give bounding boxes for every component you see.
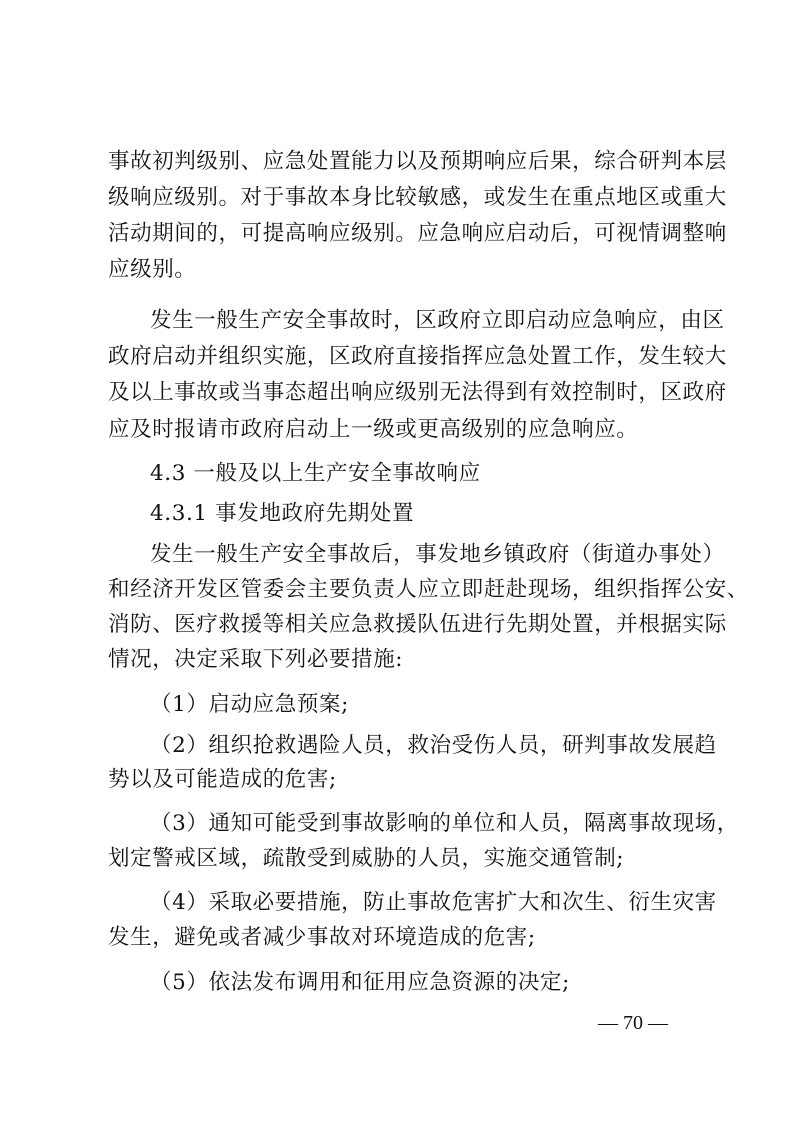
paragraph-line: 情况，决定采取下列必要措施: [108, 647, 404, 672]
paragraph-line: 活动期间的，可提高响应级别。应急响应启动后，可视情调整响 [108, 221, 727, 246]
list-item: （4）采取必要措施，防止事故危害扩大和次生、衍生灾害 [150, 890, 717, 915]
paragraph-line: 政府启动并组织实施，区政府直接指挥应急处置工作，发生较大 [108, 344, 727, 369]
paragraph-line: 消防、医疗救援等相关应急救援队伍进行先期处置，并根据实际 [108, 612, 727, 637]
list-item-continuation: 势以及可能造成的危害; [108, 767, 337, 792]
section-heading: 4.3 一般及以上生产安全事故响应 [150, 461, 481, 486]
page-number: — 70 — [598, 1012, 668, 1034]
paragraph-line: 发生一般生产安全事故时，区政府立即启动应急响应，由区 [150, 308, 725, 333]
list-item-continuation: 发生，避免或者减少事故对环境造成的危害; [108, 925, 536, 950]
list-item: （2）组织抢救遇险人员，救治受伤人员，研判事故发展趋 [150, 733, 717, 758]
subsection-heading: 4.3.1 事发地政府先期处置 [150, 501, 415, 526]
paragraph-line: 发生一般生产安全事故后，事发地乡镇政府（街道办事处） [150, 542, 725, 567]
paragraph-line: 和经济开发区管委会主要负责人应立即赶赴现场，组织指挥公安、 [108, 577, 749, 602]
paragraph-line: 应级别。 [108, 257, 197, 282]
list-item: （1）启动应急预案; [150, 692, 349, 717]
paragraph-line: 事故初判级别、应急处置能力以及预期响应后果，综合研判本层 [108, 149, 727, 174]
list-item: （3）通知可能受到事故影响的单位和人员，隔离事故现场， [150, 811, 739, 836]
paragraph-line: 及以上事故或当事态超出响应级别无法得到有效控制时，区政府 [108, 380, 727, 405]
paragraph-line: 级响应级别。对于事故本身比较敏感，或发生在重点地区或重大 [108, 185, 727, 210]
list-item-continuation: 划定警戒区域，疏散受到威胁的人员，实施交通管制; [108, 846, 625, 871]
list-item: （5）依法发布调用和征用应急资源的决定; [150, 970, 570, 995]
paragraph-line: 应及时报请市政府启动上一级或更高级别的应急响应。 [108, 417, 639, 442]
